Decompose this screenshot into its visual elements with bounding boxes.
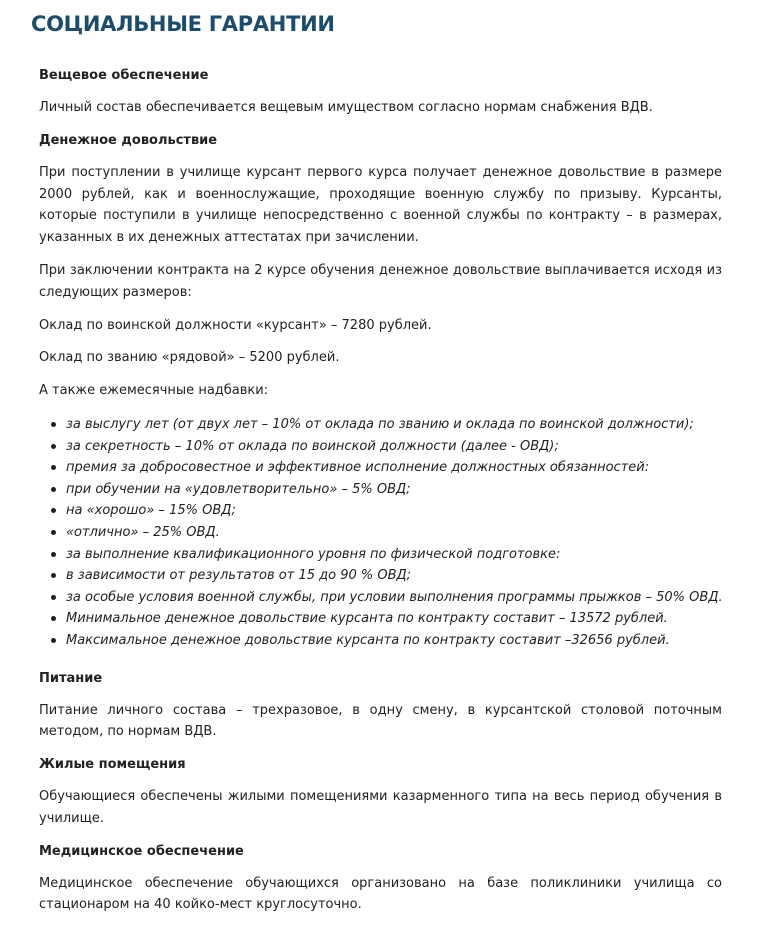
list-item: на «хорошо» – 15% ОВД;: [39, 500, 722, 522]
paragraph-allowance-1: При поступлении в училище курсант первого курса получает денежное довольствие в размере 2000 рублей, как и военнослужащие, проходящие военную службу по призыву. Курсанты, которые поступили в училище непосредственно с военной службы по контракту – в размерах, указанных в их денежных аттестатах при зачислении.: [39, 164, 722, 246]
heading-food: Питание: [39, 670, 103, 686]
list-item: за особые условия военной службы, при условии выполнения программы прыжков – 50% ОВД.: [39, 587, 722, 609]
paragraph-clothing: Личный состав обеспечивается вещевым имуществом согласно нормам снабжения ВДВ.: [39, 100, 653, 115]
paragraph-allowance-4: Оклад по званию «рядовой» – 5200 рублей.: [39, 350, 340, 366]
page-title: СОЦИАЛЬНЫЕ ГАРАНТИИ: [31, 12, 335, 36]
list-item: за выполнение квалификационного уровня по физической подготовке:: [39, 544, 722, 566]
list-item: «отлично» – 25% ОВД.: [39, 522, 722, 544]
paragraph-food: Питание личного состава – трехразовое, в одну смену, в курсантской столовой поточным методом, по нормам ВДВ.: [39, 702, 722, 740]
heading-clothing: Вещевое обеспечение: [39, 68, 209, 83]
heading-housing: Жилые помещения: [39, 757, 186, 773]
heading-allowance: Денежное довольствие: [39, 132, 218, 148]
list-item: при обучении на «удовлетворительно» – 5% ОВД;: [39, 479, 722, 501]
paragraph-allowance-3: Оклад по воинской должности «курсант» – 7280 рублей.: [39, 317, 432, 333]
paragraph-housing: Обучающиеся обеспечены жилыми помещениями казарменного типа на весь период обучения в училище.: [39, 789, 722, 826]
heading-medical: Медицинское обеспечение: [39, 843, 244, 859]
list-item: Минимальное денежное довольствие курсанта по контракту составит – 13572 рублей.: [39, 608, 722, 630]
list-item: за выслугу лет (от двух лет – 10% от оклада по званию и оклада по воинской должности);: [39, 414, 722, 436]
list-item: за секретность – 10% от оклада по воинской должности (далее - ОВД);: [39, 436, 722, 458]
list-item: премия за добросовестное и эффективное исполнение должностных обязанностей:: [39, 457, 722, 479]
content: [39, 66, 722, 916]
allowance-bullet-list: [39, 414, 722, 652]
list-item: в зависимости от результатов от 15 до 90 % ОВД;: [39, 565, 722, 587]
paragraph-medical: Медицинское обеспечение обучающихся организовано на базе поликлиники училища со стационаром на 40 койко-мест круглосуточно.: [39, 875, 722, 913]
paragraph-allowance-2: При заключении контракта на 2 курсе обучения денежное довольствие выплачивается исходя из следующих размеров:: [39, 262, 722, 300]
paragraph-allowance-5: А также ежемесячные надбавки:: [39, 383, 269, 399]
list-item: Максимальное денежное довольствие курсанта по контракту составит –32656 рублей.: [39, 630, 722, 652]
